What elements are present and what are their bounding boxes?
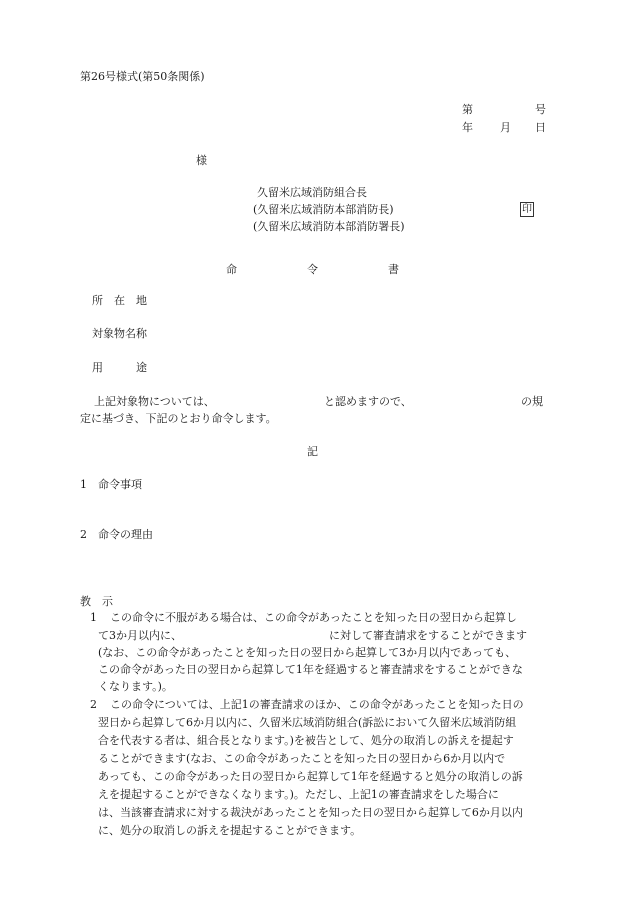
notice-1-line-1: この命令に不服がある場合は、この命令があったことを知った日の翌日から起算し: [110, 611, 517, 624]
notice-2-line-2: 翌日から起算して6か月以内に、久留米広域消防組合(訴訟において久留米広域消防組: [98, 716, 517, 729]
item-order-matters: 1 命令事項: [80, 478, 142, 491]
ki-label: 記: [307, 445, 318, 458]
addressee-suffix: 様: [196, 154, 207, 167]
notice-1-line-4: この命令があった日の翌日から起算して1年を経過すると審査請求をすることができな: [98, 663, 523, 676]
doc-number-prefix: 第: [462, 103, 473, 116]
notice-2-line-3: 合を代表する者は、組合長となります。)を被告として、処分の取消しの訴えを提起す: [98, 734, 514, 747]
notice-2-line-7: は、当該審査請求に対する裁決があったことを知った日の翌日から起算して6か月以内: [98, 806, 523, 819]
seal-mark: [520, 202, 534, 217]
notice-1-line-2a: て3か月以内に、: [98, 629, 182, 642]
field-object-name: 対象物名称: [92, 327, 147, 340]
field-usage: 用 途: [92, 361, 147, 374]
heading-char-2: 令: [307, 263, 318, 276]
heading-char-1: 命: [226, 263, 237, 276]
body-text-line-2: 定に基づき、下記のとおり命令します。: [80, 412, 277, 425]
issuer-line-2: (久留米広域消防本部消防長): [253, 203, 394, 216]
body-text-part-2: と認めますので、: [324, 395, 412, 408]
notice-title: 教 示: [80, 595, 113, 608]
date-day: 日: [535, 121, 546, 134]
notice-1-line-5: くなります。)。: [98, 680, 173, 693]
notice-2-line-4: ることができます(なお、この命令があったことを知った日の翌日から6か月以内で: [98, 752, 506, 765]
doc-number-suffix: 号: [535, 103, 546, 116]
field-location: 所 在 地: [92, 294, 147, 307]
notice-1-line-3: (なお、この命令があったことを知った日の翌日から起算して3か月以内であっても、: [98, 646, 517, 659]
heading-char-3: 書: [388, 263, 399, 276]
issuer-line-3: (久留米広域消防本部消防署長): [253, 220, 405, 233]
body-text-part-3: の規: [521, 395, 543, 408]
notice-1-line-2b: に対して審査請求をすることができます: [329, 629, 527, 642]
form-title: 第26号様式(第50条関係): [80, 70, 205, 83]
notice-2-line-8: に、処分の取消しの訴えを提起することができます。: [98, 824, 362, 837]
notice-1-number: 1: [90, 611, 97, 624]
issuer-line-1: 久留米広域消防組合長: [257, 186, 367, 199]
seal-icon: 印: [522, 204, 532, 215]
item-order-reason: 2 命令の理由: [80, 528, 153, 541]
notice-2-line-6: えを提起することができなくなります。)。ただし、上記1の審査請求をした場合に: [98, 788, 499, 801]
notice-2-line-1: この命令については、上記1の審査請求のほか、この命令があったことを知った日の: [110, 698, 524, 711]
notice-2-number: 2: [90, 698, 97, 711]
date-month: 月: [500, 121, 511, 134]
notice-2-line-5: あっても、この命令があった日の翌日から起算して1年を経過すると処分の取消しの訴: [98, 770, 523, 783]
body-text-part-1: 上記対象物については、: [94, 395, 215, 408]
date-year: 年: [462, 121, 473, 134]
